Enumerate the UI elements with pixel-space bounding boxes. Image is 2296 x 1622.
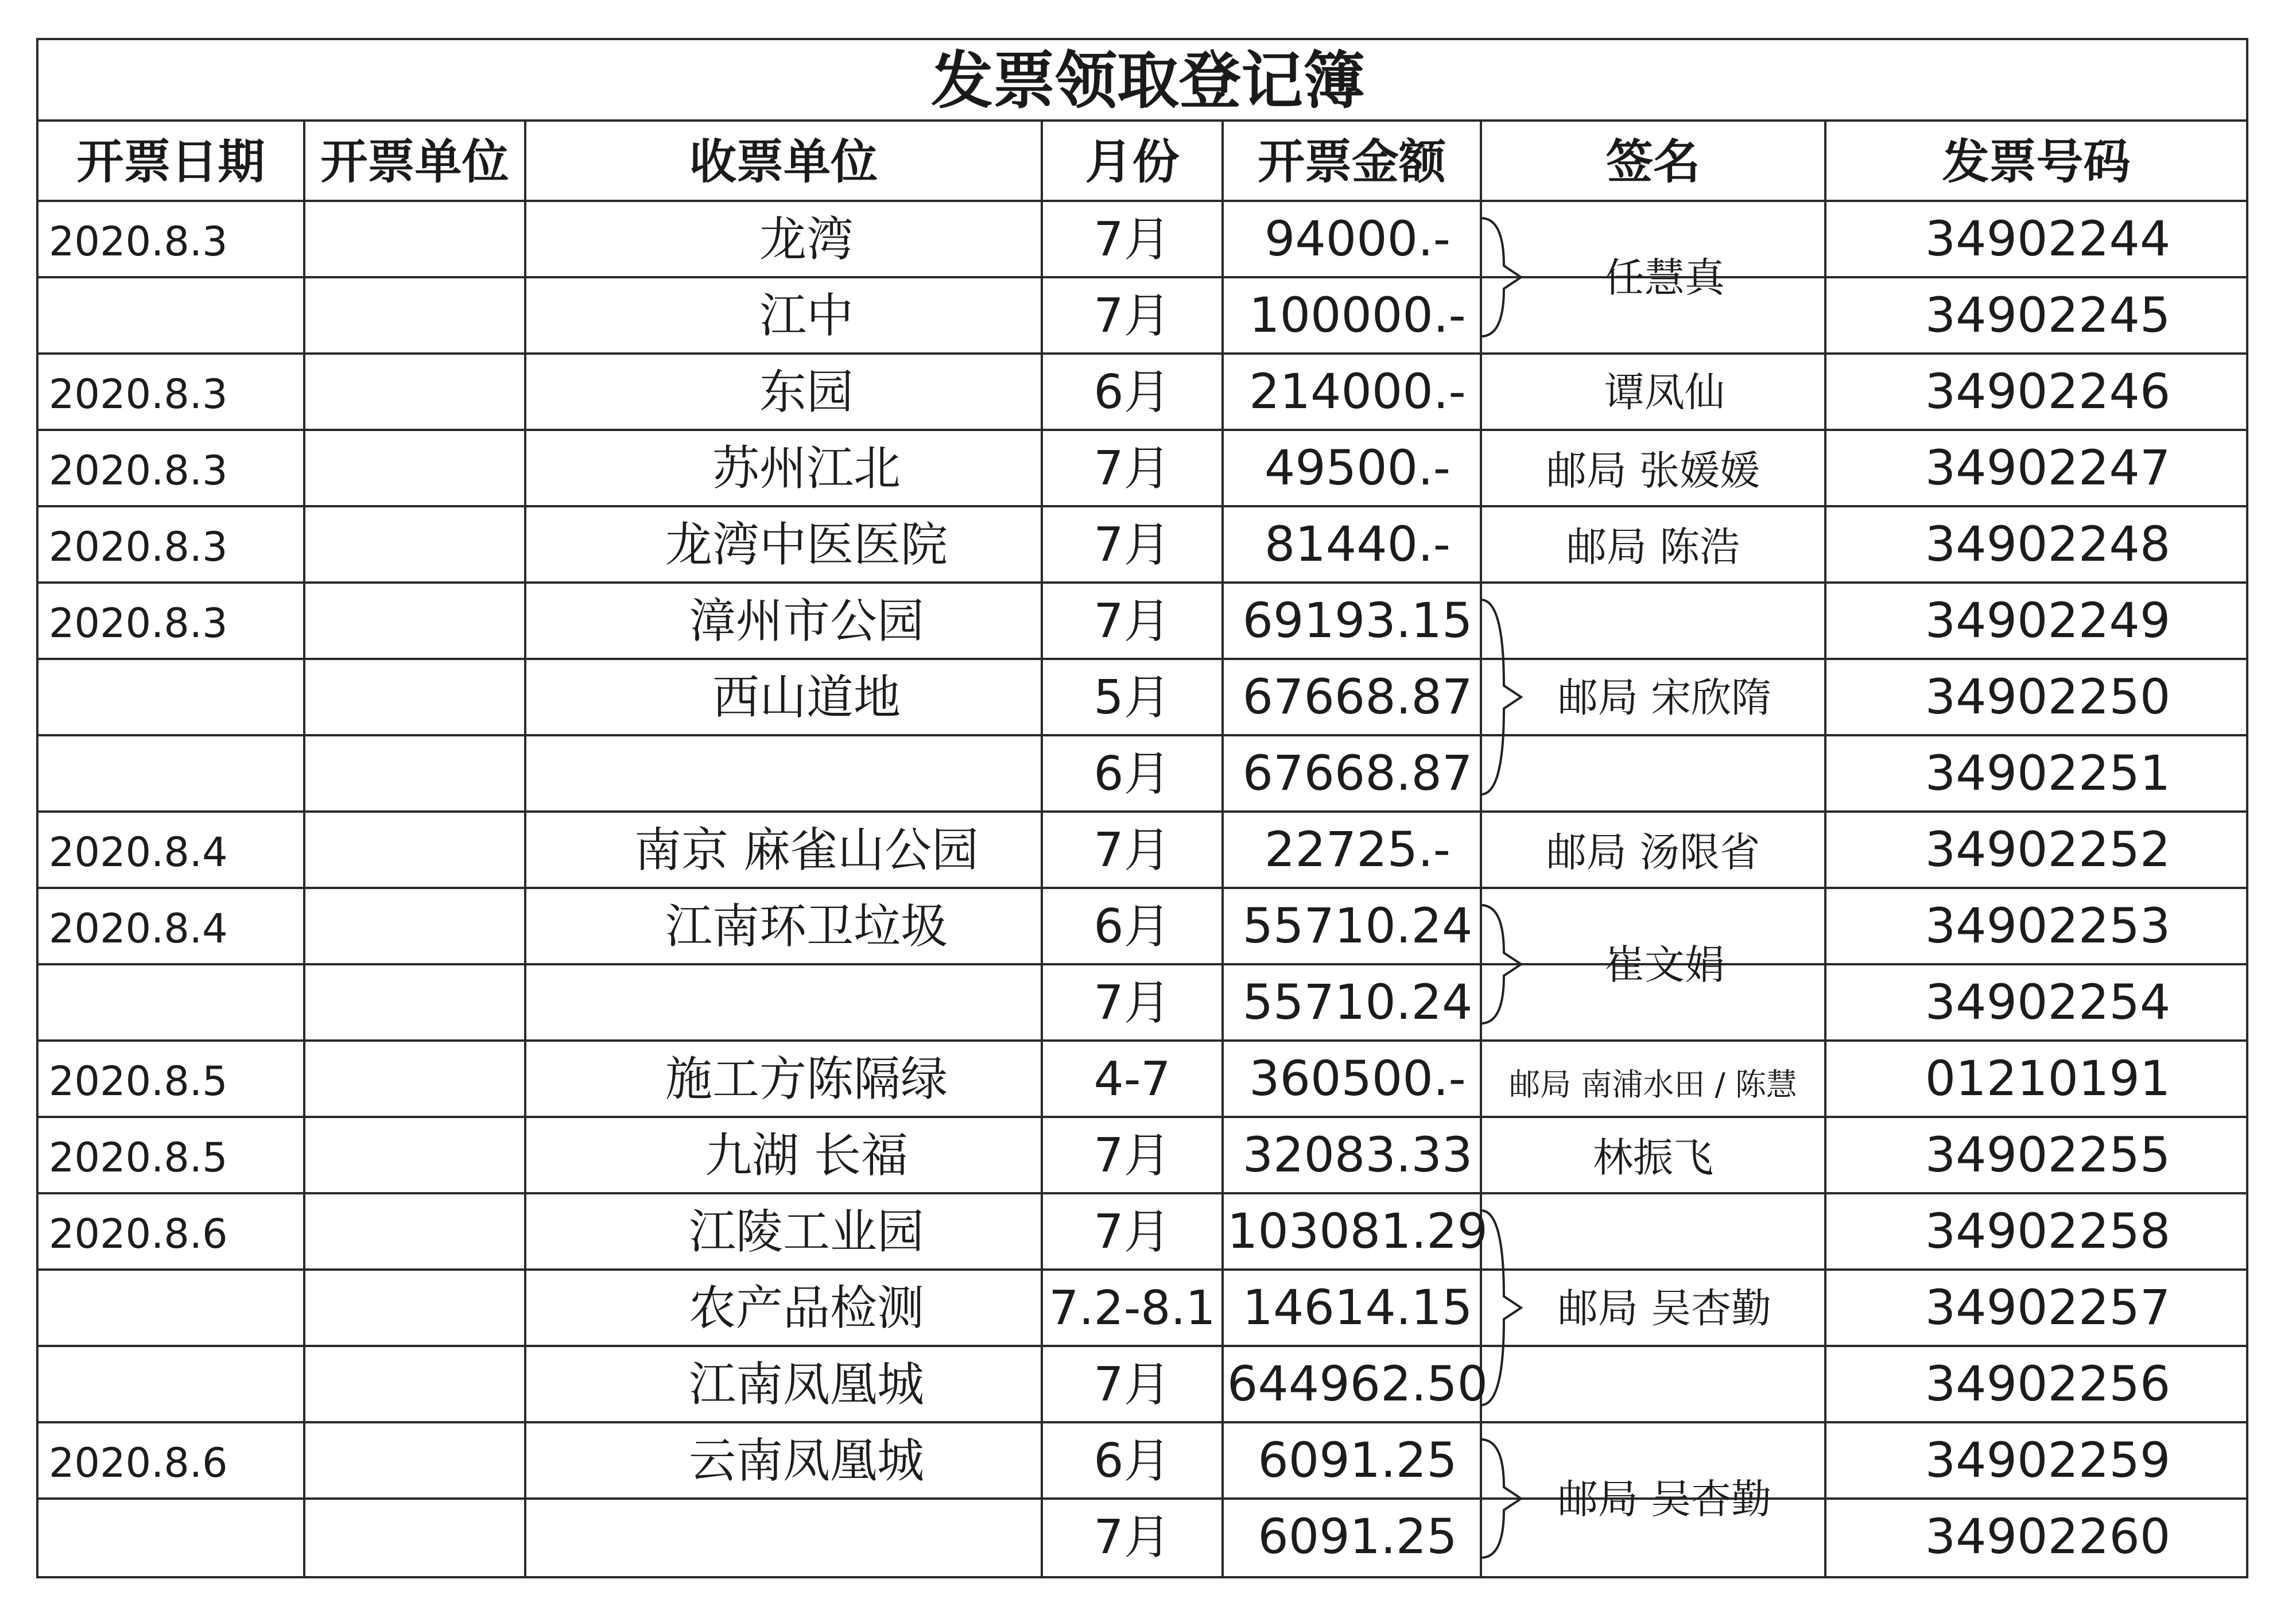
recipient-cell: 西山道地 [712,670,901,725]
merged-signature: 邮局 吴杏勤 [1557,1476,1772,1523]
month-cell: 7月 [1093,823,1171,878]
invoice-number-cell: 34902251 [1925,745,2171,801]
invoice-number-cell: 34902255 [1925,1127,2171,1183]
amount-cell: 49500.- [1264,440,1451,496]
invoice-number-cell: 34902247 [1925,440,2171,496]
signature-cell: 邮局 陈浩 [1566,523,1740,571]
month-cell: 7月 [1093,1205,1171,1259]
recipient-cell: 龙湾 [759,212,854,267]
month-cell: 7月 [1093,976,1171,1030]
month-cell: 7月 [1093,1510,1171,1565]
merged-signature: 谭凤仙 [1604,368,1725,416]
amount-cell: 103081.29 [1227,1203,1488,1259]
month-cell: 6月 [1093,899,1171,954]
amount-cell: 67668.87 [1242,669,1473,725]
invoice-number-cell: 34902257 [1925,1279,2171,1336]
recipient-cell: 东园 [759,365,854,420]
month-cell: 7月 [1093,441,1171,496]
invoice-number-cell: 34902244 [1925,211,2171,267]
amount-cell: 55710.24 [1242,974,1473,1030]
amount-cell: 6091.25 [1258,1432,1457,1488]
month-cell: 5月 [1093,670,1171,725]
recipient-cell: 江中 [759,289,854,343]
column-header: 月份 [1085,135,1180,189]
date-cell: 2020.8.6 [49,1210,228,1258]
amount-cell: 81440.- [1264,516,1451,572]
merged-signature: 邮局 宋欣隋 [1557,674,1772,721]
invoice-number-cell: 34902259 [1925,1432,2171,1488]
invoice-number-cell: 34902245 [1925,287,2171,343]
recipient-cell: 漳州市公园 [688,594,925,649]
invoice-number-cell: 34902252 [1925,821,2171,878]
invoice-number-cell: 34902258 [1925,1203,2171,1259]
recipient-cell: 南京 麻雀山公园 [634,823,979,878]
date-cell: 2020.8.4 [49,829,228,876]
amount-cell: 94000.- [1264,211,1451,267]
recipient-cell: 九湖 长福 [704,1128,909,1183]
month-cell: 6月 [1093,747,1171,801]
merged-signature: 邮局 吴杏勤 [1557,1285,1772,1332]
date-cell: 2020.8.4 [49,905,228,952]
date-cell: 2020.8.5 [49,1058,228,1105]
invoice-number-cell: 34902260 [1925,1508,2171,1565]
month-cell: 7.2-8.1 [1049,1281,1216,1336]
column-header: 收票单位 [689,135,878,189]
amount-cell: 32083.33 [1242,1127,1473,1183]
month-cell: 6月 [1093,365,1171,420]
amount-cell: 644962.50 [1227,1356,1488,1412]
date-cell: 2020.8.5 [49,1134,228,1181]
column-header: 开票单位 [320,135,509,189]
invoice-number-cell: 34902254 [1925,974,2171,1030]
amount-cell: 14614.15 [1242,1279,1473,1336]
month-cell: 7月 [1093,518,1171,572]
column-header: 发票号码 [1942,135,2131,189]
date-cell: 2020.8.6 [49,1439,228,1487]
amount-cell: 69193.15 [1242,592,1473,649]
table-row [689,1356,2170,1412]
invoice-number-cell: 34902250 [1925,669,2171,725]
month-cell: 7月 [1093,289,1171,343]
signature-cell: 邮局 汤限省 [1546,829,1760,876]
month-cell: 7月 [1093,1357,1171,1412]
signature-cell: 邮局 张媛媛 [1546,447,1760,494]
table-row [689,1279,2170,1336]
month-cell: 7月 [1093,212,1171,267]
amount-cell: 100000.- [1249,287,1466,343]
invoice-number-cell: 34902253 [1925,898,2171,954]
recipient-cell: 云南凤凰城 [688,1434,925,1488]
month-cell: 7月 [1093,594,1171,649]
amount-cell: 360500.- [1249,1050,1466,1107]
signature-cell: 邮局 南浦水田 / 陈慧 [1509,1066,1797,1103]
invoice-number-cell: 34902246 [1925,363,2171,420]
date-cell: 2020.8.3 [49,447,228,494]
page-title: 发票领取登记簿 [930,45,1366,117]
recipient-cell: 苏州江北 [712,441,901,496]
invoice-number-cell: 34902249 [1925,592,2171,649]
recipient-cell: 农产品检测 [688,1281,925,1336]
month-cell: 4-7 [1093,1052,1171,1107]
date-cell: 2020.8.3 [49,218,228,265]
date-cell: 2020.8.3 [49,600,228,647]
amount-cell: 6091.25 [1258,1508,1457,1565]
recipient-cell: 龙湾中医医院 [665,518,948,572]
column-header: 签名 [1605,135,1701,189]
month-cell: 7月 [1093,1128,1171,1183]
invoice-number-cell: 34902248 [1925,516,2171,572]
merged-signature: 任慧真 [1604,254,1725,301]
recipient-cell: 施工方陈隔绿 [665,1052,948,1107]
column-header: 开票金额 [1257,135,1446,189]
month-cell: 6月 [1093,1434,1171,1488]
date-cell: 2020.8.3 [49,523,228,571]
amount-cell: 67668.87 [1242,745,1473,801]
amount-cell: 22725.- [1264,821,1451,878]
recipient-cell: 江南环卫垃圾 [665,899,948,954]
column-header: 开票日期 [76,135,265,189]
date-cell: 2020.8.3 [49,371,228,418]
recipient-cell: 江陵工业园 [688,1205,925,1259]
invoice-number-cell: 34902256 [1925,1356,2171,1412]
merged-signature: 崔文娟 [1604,941,1725,988]
signature-cell: 林振飞 [1593,1134,1713,1181]
amount-cell: 214000.- [1249,363,1466,420]
amount-cell: 55710.24 [1242,898,1473,954]
recipient-cell: 江南凤凰城 [688,1357,925,1412]
invoice-number-cell: 01210191 [1925,1050,2171,1107]
